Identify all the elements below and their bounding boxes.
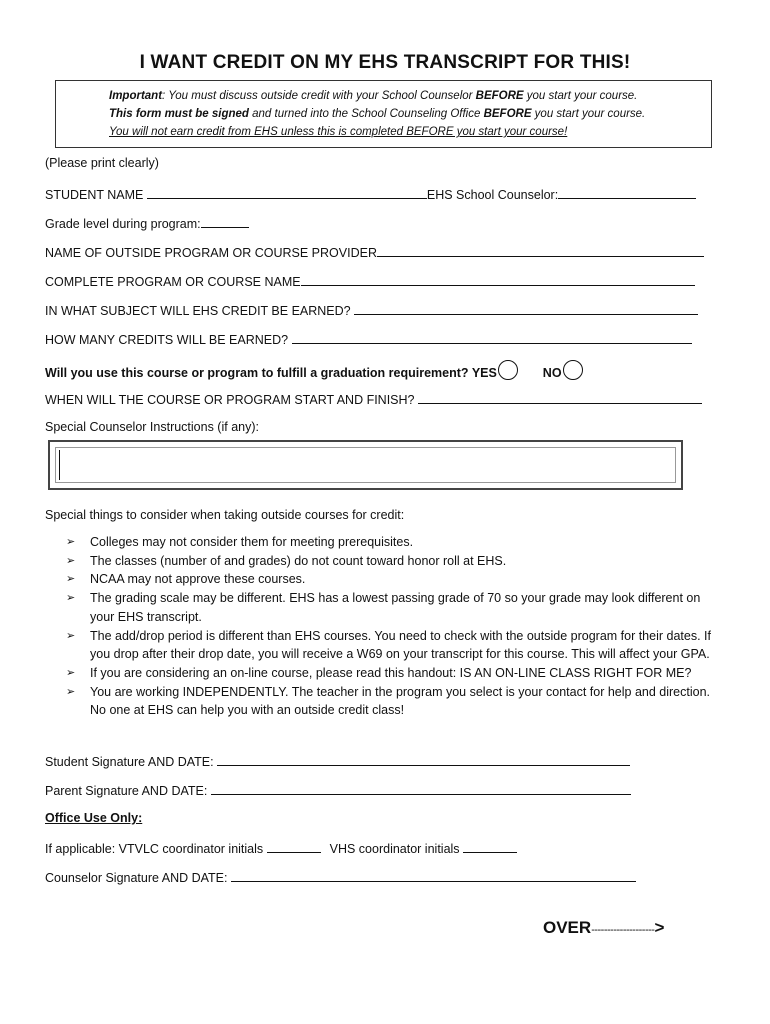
list-item-text: The classes (number of and grades) do not count toward honor roll at EHS. [90, 553, 507, 568]
start-finish-label: WHEN WILL THE COURSE OR PROGRAM START AND FINISH? [45, 393, 415, 407]
considerations-list [66, 533, 726, 720]
notice-line-1 [109, 87, 711, 105]
list-item [66, 627, 726, 664]
list-item [66, 552, 726, 571]
credits-row [45, 331, 692, 347]
grade-level-field[interactable] [201, 215, 249, 228]
list-item-text: If you are considering an on-line course, please read this handout: IS AN ON-LINE CLASS RIGHT FOR ME? [90, 665, 692, 680]
print-clearly: (Please print clearly) [45, 156, 159, 170]
notice-before: BEFORE [475, 90, 524, 102]
yes-label: YES [471, 366, 497, 380]
vhs-label: VHS coordinator initials [329, 842, 460, 856]
vtvlc-label: If applicable: VTVLC coordinator initials [45, 842, 264, 856]
subject-label: IN WHAT SUBJECT WILL EHS CREDIT BE EARNED? [45, 304, 351, 318]
counselor-field[interactable] [558, 186, 696, 199]
notice-line-2 [109, 105, 711, 123]
list-item [66, 589, 726, 626]
arrow-bullet-icon: ➢ [66, 573, 76, 586]
arrow-bullet-icon: ➢ [66, 666, 76, 679]
list-item-text: The grading scale may be different. EHS has a lowest passing grade of 70 so your grade may look different on your EHS transcript. [90, 591, 701, 624]
course-name-row [45, 273, 695, 289]
credits-label: HOW MANY CREDITS WILL BE EARNED? [45, 333, 289, 347]
counselor-signature-field[interactable] [231, 869, 636, 882]
arrow-bullet-icon: ➢ [66, 536, 76, 548]
list-item-text: Colleges may not consider them for meeting prerequisites. [90, 535, 414, 549]
student-name-row [45, 186, 696, 202]
parent-signature-row [45, 782, 631, 798]
start-finish-field[interactable] [418, 391, 702, 404]
student-signature-row [45, 753, 630, 769]
special-instructions-textarea[interactable] [48, 440, 683, 490]
notice-line-3: You will not earn credit from EHS unless this is completed BEFORE you start your course! [109, 126, 568, 138]
over-indicator [543, 918, 664, 938]
grade-level-label: Grade level during program: [45, 217, 201, 231]
student-name-field[interactable] [147, 186, 427, 199]
text-caret [59, 450, 60, 480]
arrow-bullet-icon: ➢ [66, 629, 76, 642]
counselor-label: EHS School Counselor: [426, 188, 559, 202]
start-finish-row [45, 391, 702, 407]
provider-label: NAME OF OUTSIDE PROGRAM OR COURSE PROVIDER [45, 246, 377, 260]
over-dashes: -------------------- [591, 924, 655, 936]
list-item [66, 683, 726, 720]
grad-req-label: Will you use this course or program to fulfill a graduation requirement? [45, 366, 469, 380]
list-item [66, 533, 726, 552]
arrow-bullet-icon: ➢ [66, 592, 76, 605]
important-notice [55, 80, 712, 148]
notice-text: you start your course. [531, 108, 646, 120]
provider-field[interactable] [377, 244, 704, 257]
arrow-bullet-icon: ➢ [66, 554, 76, 567]
form-title: I WANT CREDIT ON MY EHS TRANSCRIPT FOR THIS! [139, 52, 631, 73]
grade-level-row [45, 215, 249, 231]
coordinator-row [45, 840, 517, 856]
no-label: NO [542, 366, 562, 380]
counselor-signature-row [45, 869, 636, 885]
notice-text: and turned into the School Counseling Office [248, 108, 484, 120]
list-item-text: You are working INDEPENDENTLY. The teacher in the program you select is your contact for help and direction. No one at EHS can help you with an outside credit class! [90, 684, 710, 718]
over-arrow-icon: > [654, 918, 665, 937]
provider-row [45, 244, 704, 260]
considerations-heading: Special things to consider when taking outside courses for credit: [45, 508, 405, 522]
parent-signature-label: Parent Signature AND DATE: [45, 784, 208, 798]
notice-text: you start your course. [523, 90, 638, 102]
list-item-text: The add/drop period is different than EHS courses. You need to check with the outside program for their dates. If you drop after their drop date, you will receive a W69 on your transcript for this course. This will affect your GPA. [90, 628, 711, 662]
notice-before: BEFORE [483, 108, 532, 120]
office-use-heading: Office Use Only: [45, 811, 143, 825]
subject-row [45, 302, 698, 318]
parent-signature-field[interactable] [211, 782, 631, 795]
subject-field[interactable] [354, 302, 698, 315]
notice-important: Important [109, 90, 163, 102]
yes-checkbox[interactable] [498, 360, 518, 380]
list-item [66, 570, 726, 589]
list-item-text: NCAA may not approve these courses. [90, 572, 306, 587]
no-checkbox[interactable] [563, 360, 583, 380]
vtvlc-initials-field[interactable] [267, 840, 321, 853]
special-instr-label: Special Counselor Instructions (if any): [45, 420, 259, 434]
vhs-initials-field[interactable] [463, 840, 517, 853]
over-label: OVER [543, 918, 592, 937]
notice-text: : You must discuss outside credit with your School Counselor [162, 90, 476, 102]
course-name-label: COMPLETE PROGRAM OR COURSE NAME [45, 275, 301, 289]
student-name-label: STUDENT NAME [45, 188, 144, 202]
course-name-field[interactable] [301, 273, 695, 286]
counselor-signature-label: Counselor Signature AND DATE: [45, 871, 228, 885]
student-signature-label: Student Signature AND DATE: [45, 755, 214, 769]
notice-signed: This form must be signed [109, 108, 249, 120]
grad-req-row [45, 360, 583, 380]
arrow-bullet-icon: ➢ [66, 685, 76, 698]
textarea-inner-border [55, 447, 676, 483]
credits-field[interactable] [292, 331, 692, 344]
list-item [66, 664, 726, 683]
student-signature-field[interactable] [217, 753, 630, 766]
